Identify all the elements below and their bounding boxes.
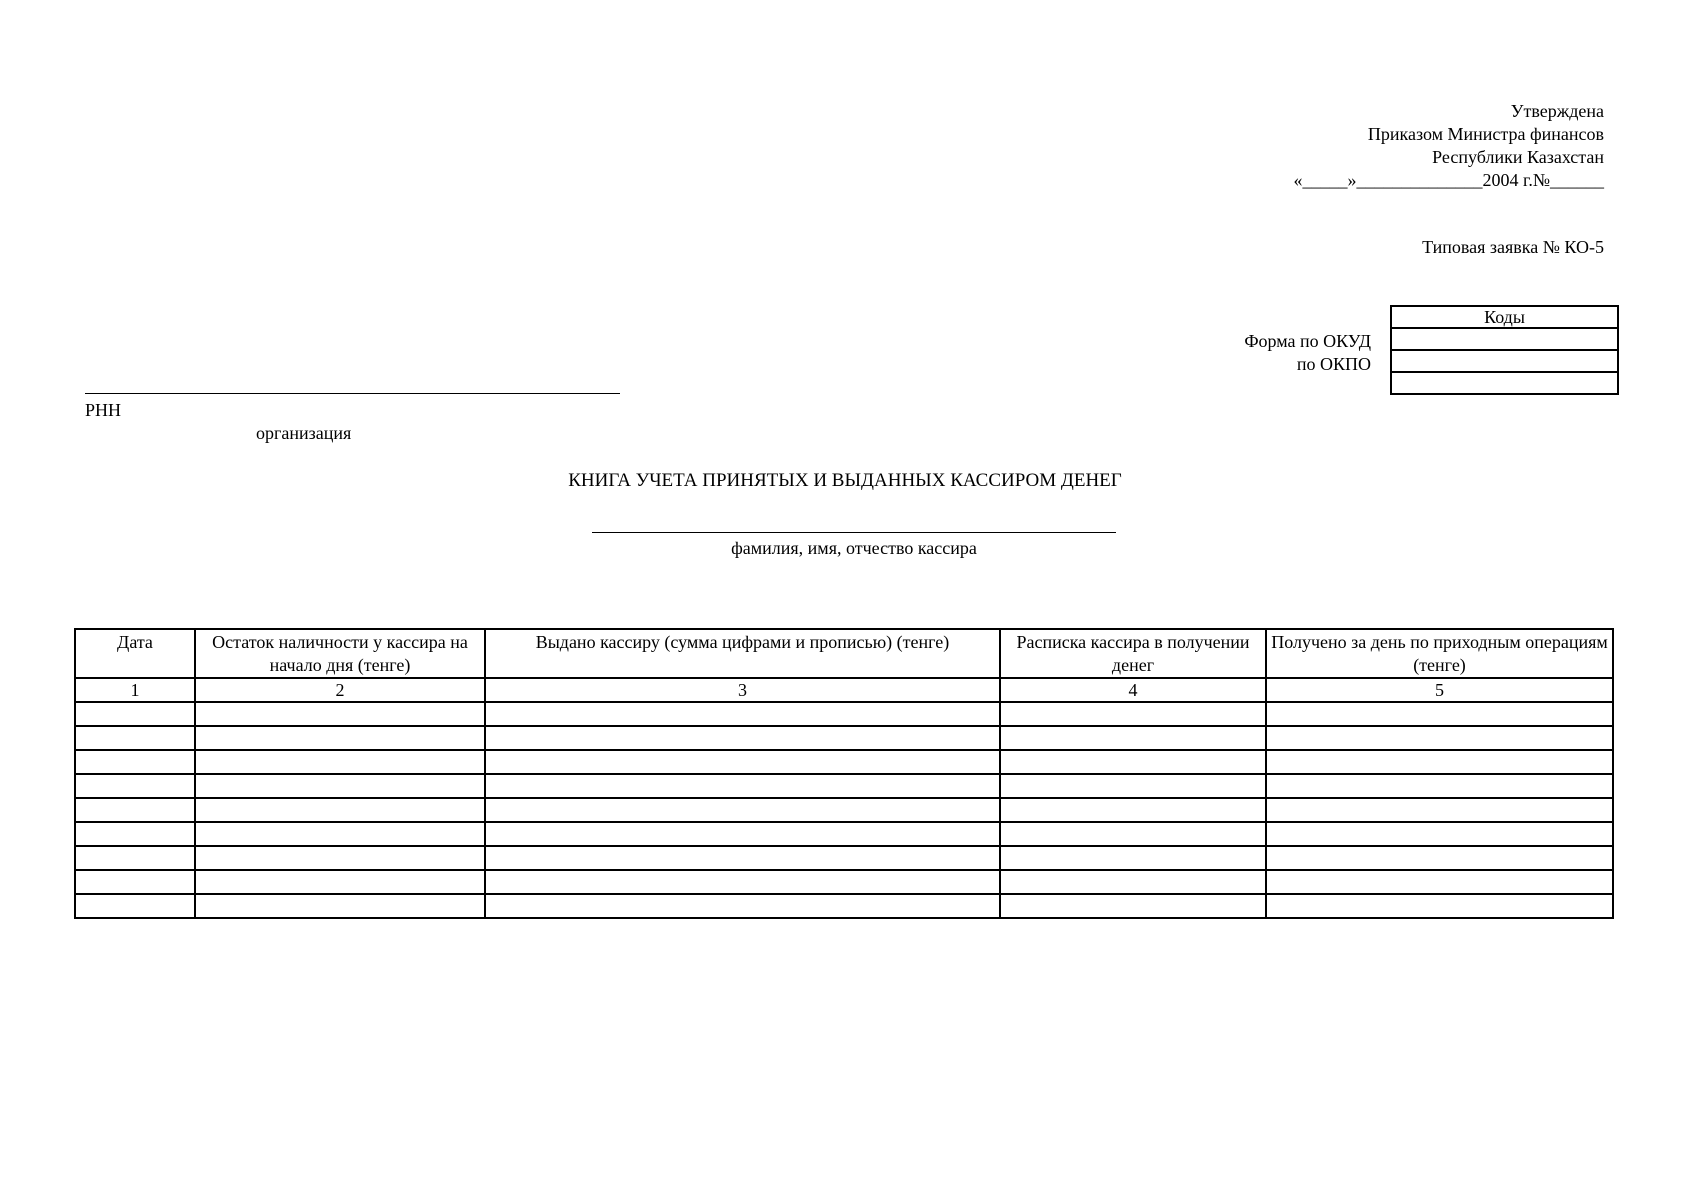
column-number: 3 (485, 678, 1000, 702)
approval-line-2: Приказом Министра финансов (1367, 124, 1604, 144)
table-row (75, 846, 1613, 870)
table-cell[interactable] (485, 702, 1000, 726)
table-cell[interactable] (485, 870, 1000, 894)
column-header-issued-to-cashier: Выдано кассиру (сумма цифрами и прописью) (тенге) (485, 629, 1000, 678)
table-cell[interactable] (195, 774, 485, 798)
column-header-date: Дата (75, 629, 195, 678)
column-number: 2 (195, 678, 485, 702)
table-row (75, 726, 1613, 750)
codes-table (1390, 305, 1619, 395)
table-cell[interactable] (1266, 870, 1613, 894)
table-cell[interactable] (195, 798, 485, 822)
table-cell[interactable] (75, 798, 195, 822)
table-cell[interactable] (75, 846, 195, 870)
column-number: 5 (1266, 678, 1613, 702)
okud-label: Форма по ОКУД (1244, 331, 1371, 351)
column-header-opening-balance: Остаток наличности у кассира на начало дня (тенге) (195, 629, 485, 678)
table-cell[interactable] (195, 846, 485, 870)
table-cell[interactable] (1266, 774, 1613, 798)
table-cell[interactable] (1000, 750, 1266, 774)
table-cell[interactable] (485, 726, 1000, 750)
table-cell[interactable] (75, 774, 195, 798)
table-row (75, 774, 1613, 798)
table-cell[interactable] (485, 894, 1000, 918)
approval-block (1293, 100, 1604, 192)
table-cell[interactable] (1000, 726, 1266, 750)
table-cell[interactable] (485, 774, 1000, 798)
form-number: Типовая заявка № КО-5 (1422, 237, 1604, 257)
table-cell[interactable] (1266, 702, 1613, 726)
table-cell[interactable] (1266, 846, 1613, 870)
ledger-table (74, 628, 1614, 919)
table-row (75, 894, 1613, 918)
table-cell[interactable] (195, 702, 485, 726)
column-header-received-per-day: Получено за день по приходным операциям (тенге) (1266, 629, 1613, 678)
table-cell[interactable] (1266, 894, 1613, 918)
table-cell[interactable] (1000, 774, 1266, 798)
rnn-label: РНН (85, 400, 122, 420)
column-number: 1 (75, 678, 195, 702)
cashier-name-line[interactable] (592, 532, 1116, 533)
table-cell[interactable] (485, 822, 1000, 846)
table-cell[interactable] (195, 726, 485, 750)
cashier-caption: фамилия, имя, отчество кассира (731, 538, 977, 558)
table-row (75, 750, 1613, 774)
table-cell[interactable] (195, 822, 485, 846)
table-cell[interactable] (485, 846, 1000, 870)
table-row (75, 798, 1613, 822)
table-row (75, 870, 1613, 894)
table-cell[interactable] (1266, 726, 1613, 750)
table-cell[interactable] (1000, 798, 1266, 822)
ledger-header-row (75, 629, 1613, 678)
column-number: 4 (1000, 678, 1266, 702)
organization-line[interactable] (85, 393, 620, 394)
table-cell[interactable] (485, 798, 1000, 822)
table-cell[interactable] (485, 750, 1000, 774)
table-cell[interactable] (195, 870, 485, 894)
table-cell[interactable] (1000, 870, 1266, 894)
table-cell[interactable] (1000, 702, 1266, 726)
column-header-cashier-receipt: Расписка кассира в получении денег (1000, 629, 1266, 678)
table-cell[interactable] (1000, 894, 1266, 918)
column-number-row (75, 678, 1613, 702)
table-cell[interactable] (1266, 750, 1613, 774)
table-cell[interactable] (1266, 798, 1613, 822)
table-cell[interactable] (75, 822, 195, 846)
table-cell[interactable] (1000, 846, 1266, 870)
table-cell[interactable] (195, 894, 485, 918)
codes-header: Коды (1391, 306, 1618, 328)
organization-caption: организация (256, 423, 352, 443)
approval-date-line: «_____»______________2004 г.№______ (1293, 170, 1604, 190)
table-cell[interactable] (75, 726, 195, 750)
codes-labels (1244, 330, 1371, 376)
okud-code-cell[interactable] (1391, 328, 1618, 350)
table-cell[interactable] (195, 750, 485, 774)
table-cell[interactable] (75, 894, 195, 918)
table-cell[interactable] (1000, 822, 1266, 846)
table-cell[interactable] (75, 702, 195, 726)
table-cell[interactable] (75, 870, 195, 894)
approval-line-3: Республики Казахстан (1432, 147, 1604, 167)
approval-line-1: Утверждена (1510, 101, 1604, 121)
table-row (75, 822, 1613, 846)
okpo-code-cell[interactable] (1391, 350, 1618, 372)
table-cell[interactable] (75, 750, 195, 774)
table-cell[interactable] (1266, 822, 1613, 846)
extra-code-cell[interactable] (1391, 372, 1618, 394)
table-row (75, 702, 1613, 726)
document-title: КНИГА УЧЕТА ПРИНЯТЫХ И ВЫДАННЫХ КАССИРОМ ДЕНЕГ (568, 470, 1122, 491)
okpo-label: по ОКПО (1296, 354, 1371, 374)
